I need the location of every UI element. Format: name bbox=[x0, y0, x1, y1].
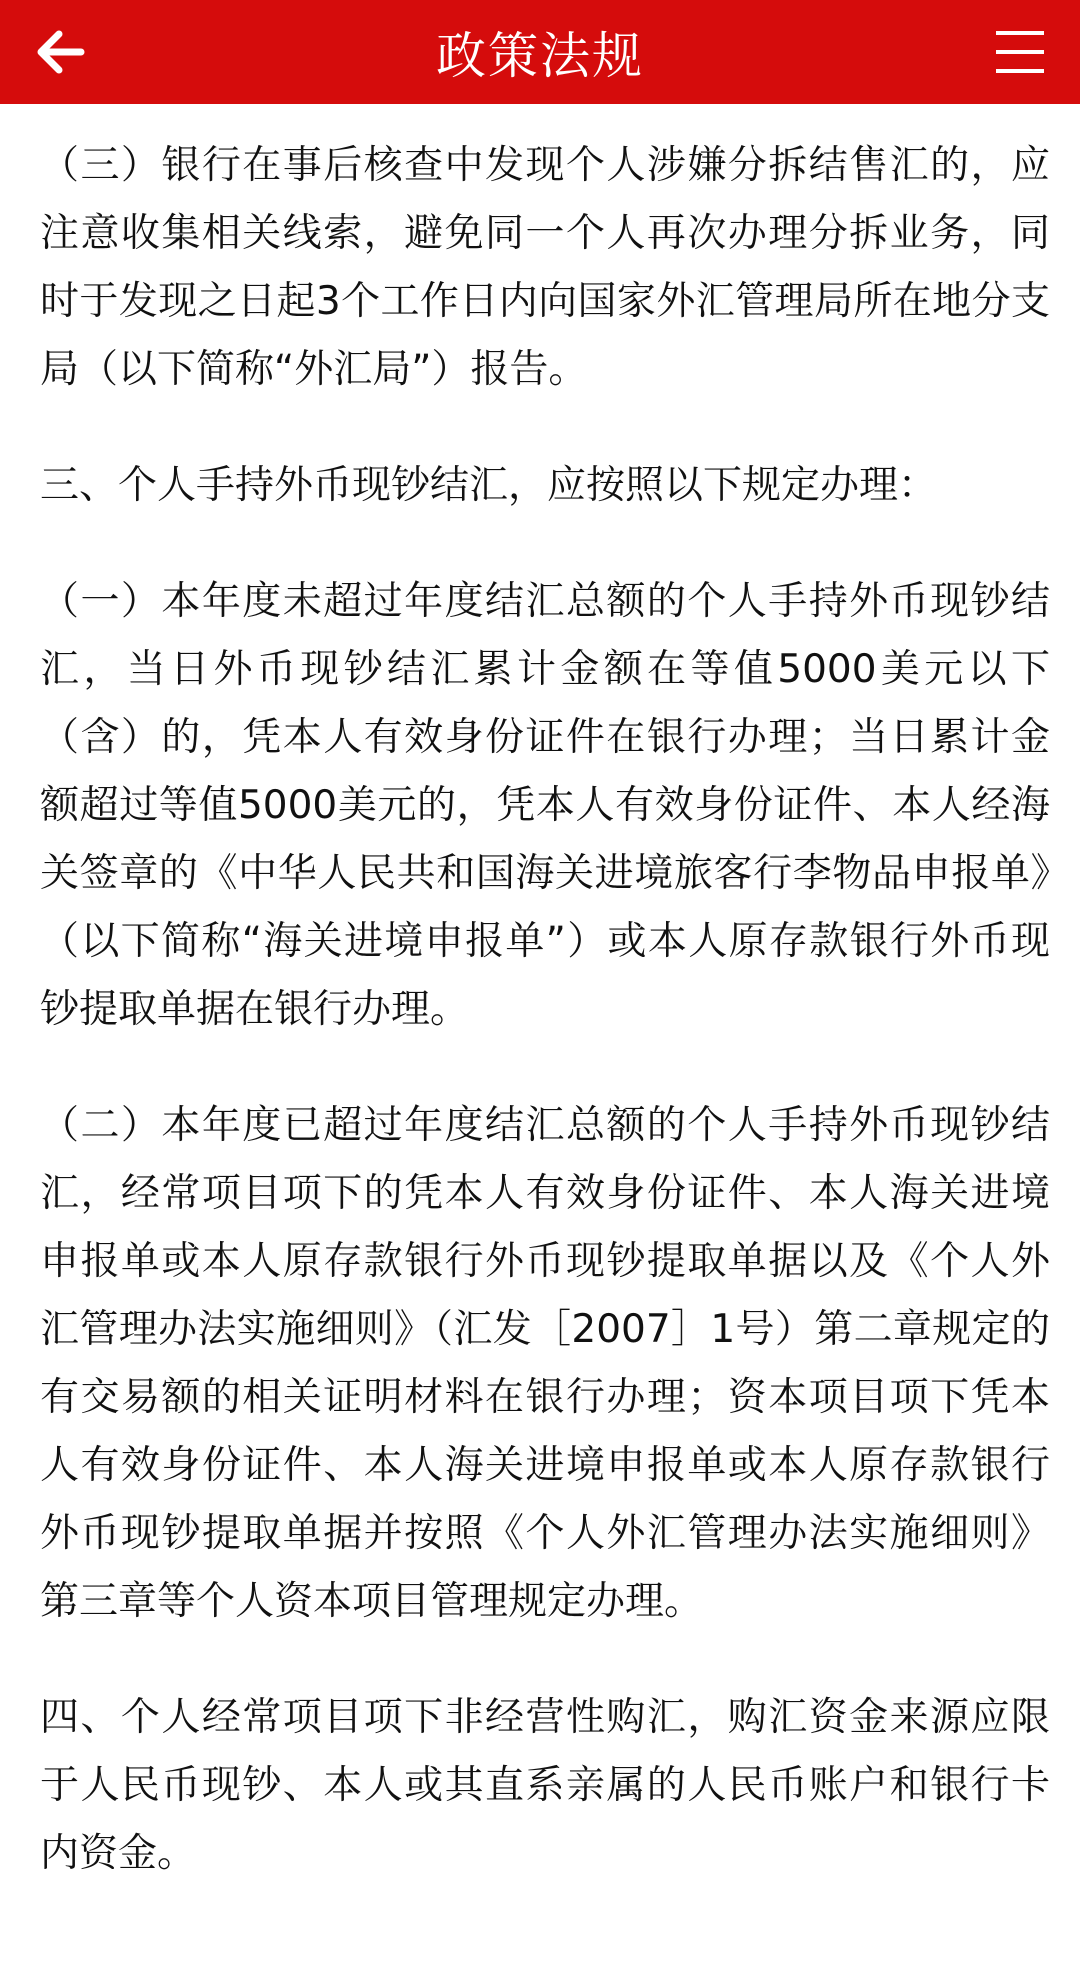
article-paragraph: （二）本年度已超过年度结汇总额的个人手持外币现钞结汇，经常项目项下的凭本人有效身份证件、本人海关进境申报单或本人原存款银行外币现钞提取单据以及《个人外汇管理办法实施细则》（汇发［2007］1号）第二章规定的有交易额的相关证明材料在银行办理；资本项目项下凭本人有效身份证件、本人海关进境申报单或本人原存款银行外币现钞提取单据并按照《个人外汇管理办法实施细则》第三章等个人资本项目管理规定办理。 bbox=[40, 1103, 1050, 1624]
article-body bbox=[40, 132, 1050, 1936]
article-paragraph: （一）本年度未超过年度结汇总额的个人手持外币现钞结汇，当日外币现钞结汇累计金额在等值5000美元以下（含）的，凭本人有效身份证件在银行办理；当日累计金额超过等值5000美元的，凭本人有效身份证件、本人经海关签章的《中华人民共和国海关进境旅客行李物品申报单》（以下简称“海关进境申报单”）或本人原存款银行外币现钞提取单据在银行办理。 bbox=[40, 579, 1050, 1032]
page-title: 政策法规 bbox=[436, 27, 644, 85]
back-button[interactable] bbox=[28, 20, 92, 84]
article-paragraph: （三）银行在事后核查中发现个人涉嫌分拆结售汇的，应注意收集相关线索，避免同一个人再次办理分拆业务，同时于发现之日起3个工作日内向国家外汇管理局所在地分支局（以下简称“外汇局”）报告。 bbox=[40, 143, 1050, 392]
article-paragraph: 四、个人经常项目项下非经营性购汇，购汇资金来源应限于人民币现钞、本人或其直系亲属的人民币账户和银行卡内资金。 bbox=[40, 1695, 1050, 1876]
hamburger-menu-icon bbox=[994, 28, 1046, 76]
menu-button[interactable] bbox=[986, 18, 1054, 86]
arrow-left-icon bbox=[35, 30, 85, 74]
article-paragraph: 三、个人手持外币现钞结汇，应按照以下规定办理： bbox=[40, 463, 938, 508]
app-header bbox=[0, 0, 1080, 104]
